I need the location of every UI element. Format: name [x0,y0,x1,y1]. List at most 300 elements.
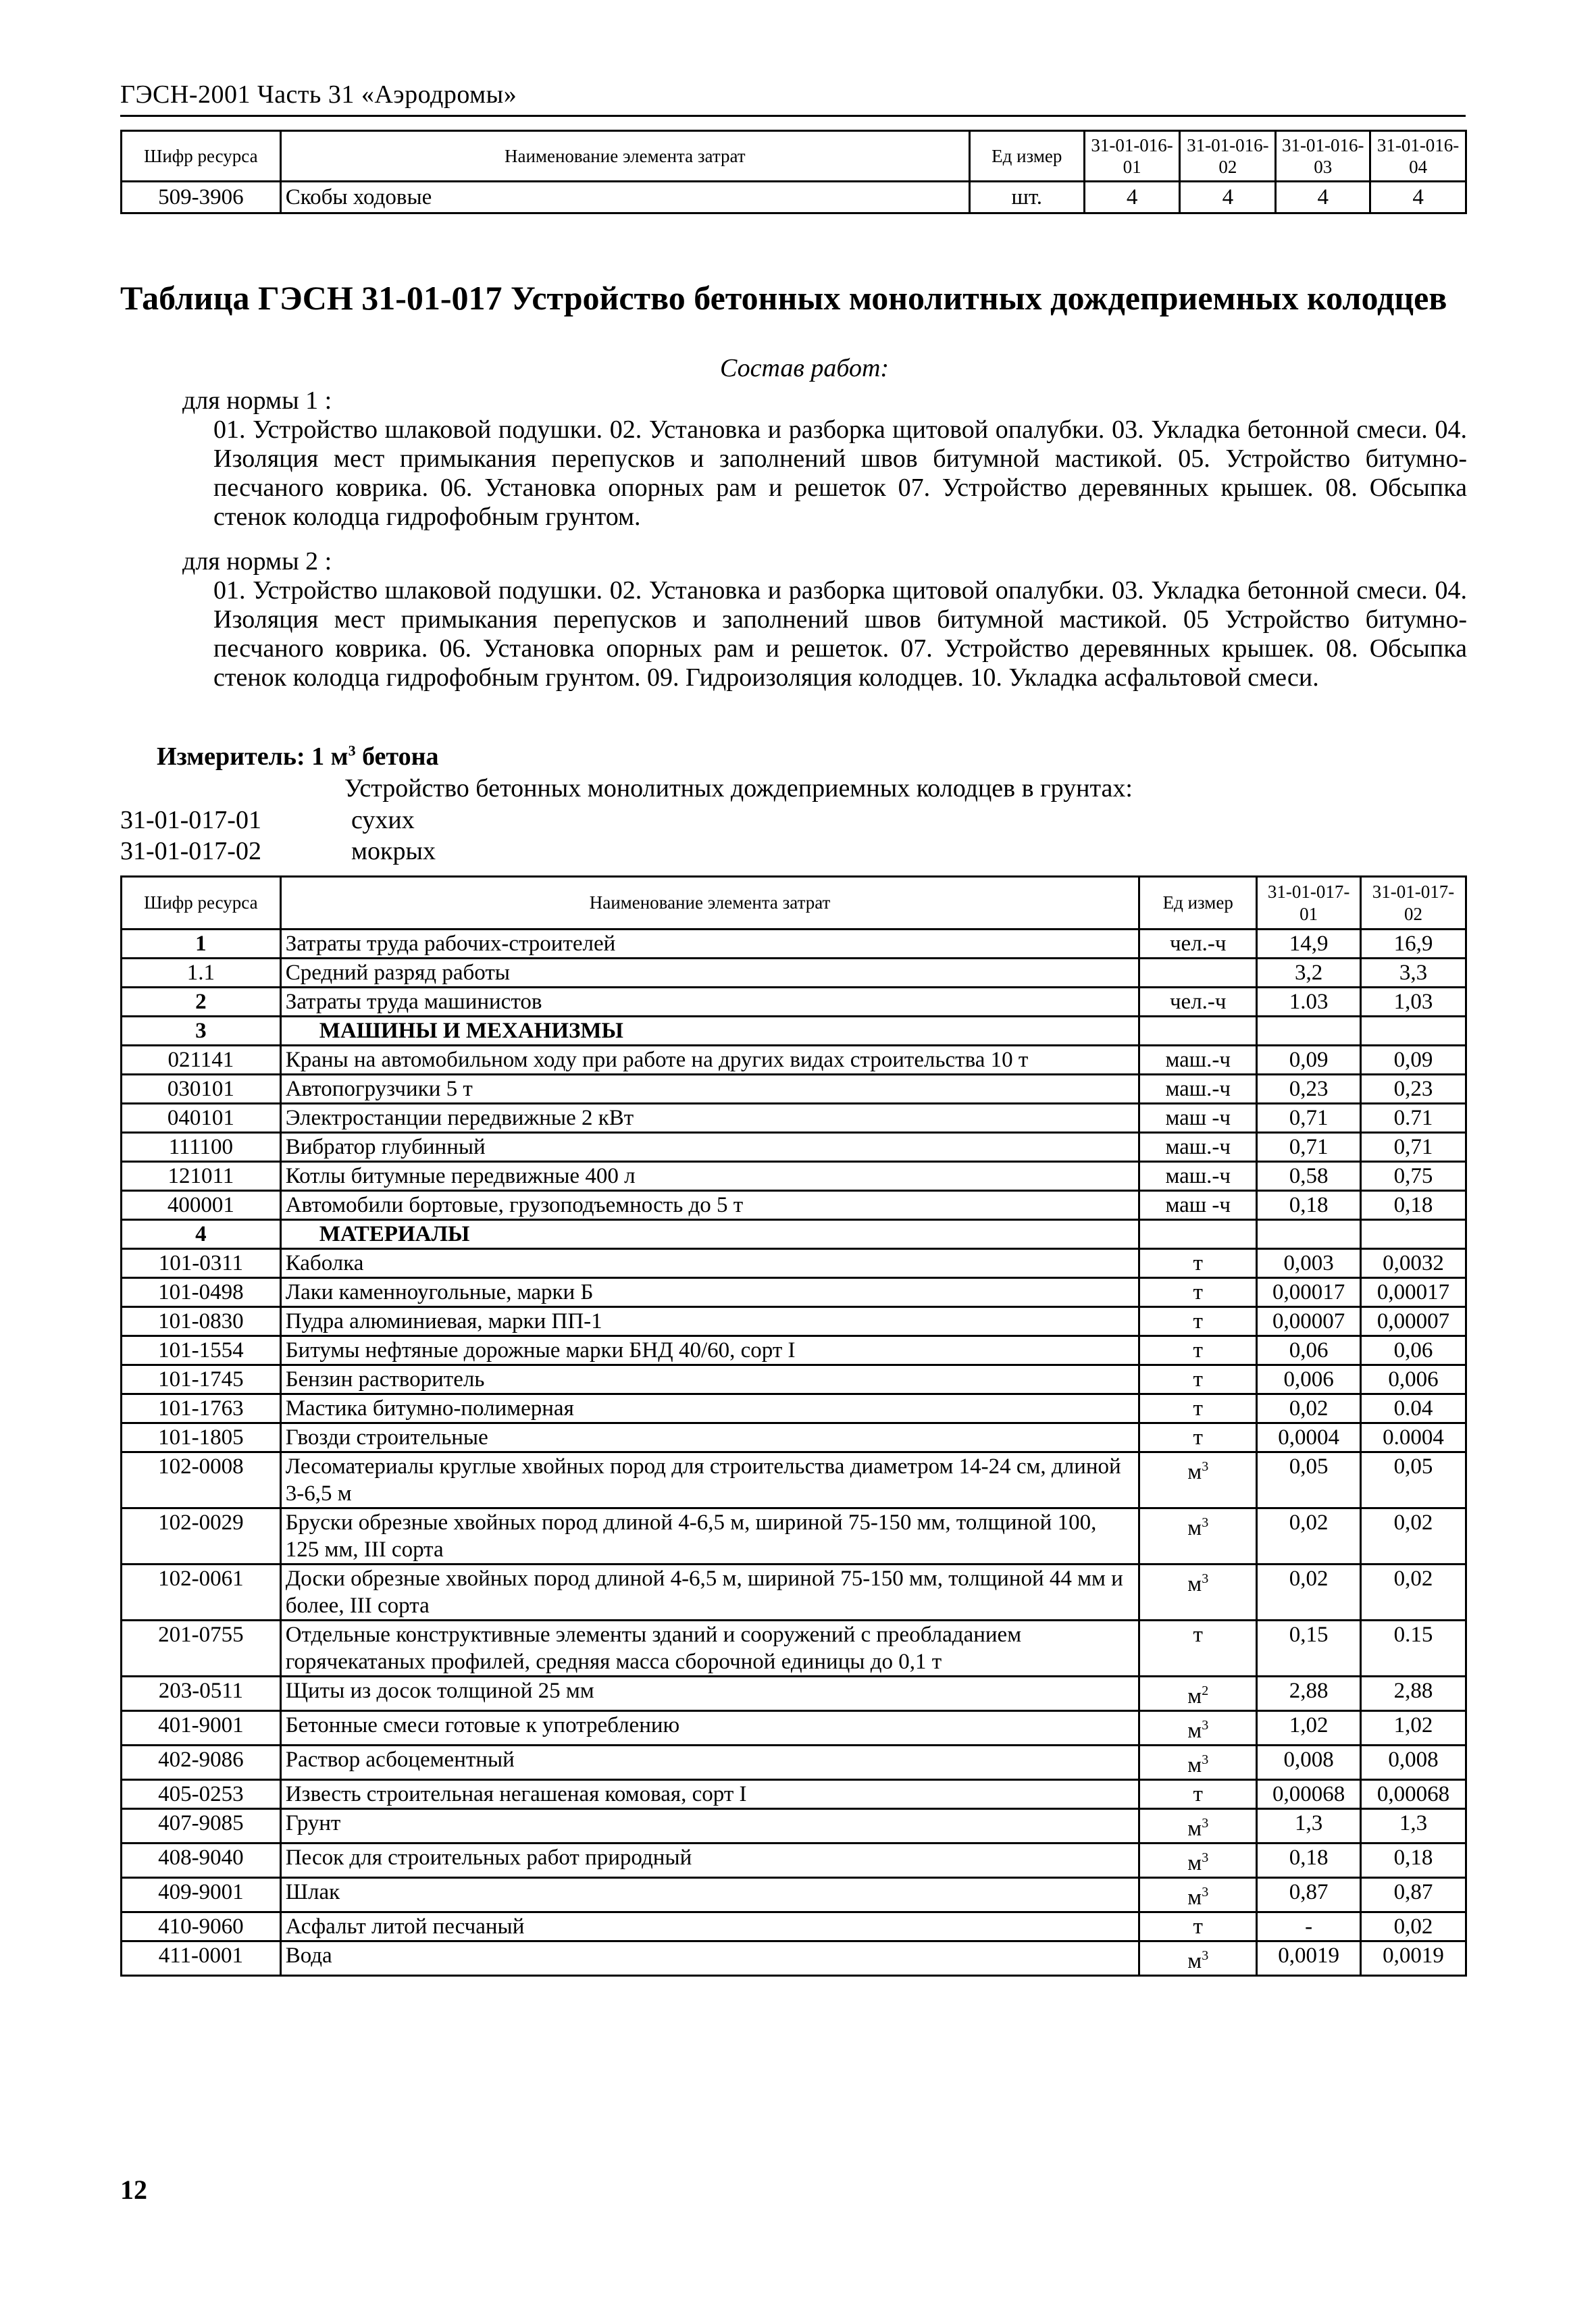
cell-code [122,1075,281,1104]
cell-unit-text: т [1193,1914,1203,1939]
cell-value [1257,1162,1361,1191]
cell-unit [1139,1017,1257,1046]
header-rule [120,115,1466,117]
cell-unit-text: м [1187,1719,1202,1743]
norm1-label: для нормы 1 : [182,386,332,415]
page-header: ГЭСН-2001 Часть 31 «Аэродромы» [120,80,517,109]
cell-name-text: Гвозди строительные [285,1425,488,1450]
cell-name-text: Вибратор глубинный [285,1135,486,1159]
cell-unit [1139,1844,1257,1878]
cell-name-text: Краны на автомобильном ходу при работе на других видах строительства 10 т [285,1048,1029,1072]
cell-value-text: 0,00007 [1272,1309,1345,1333]
cell-value [1361,1307,1466,1336]
norm2-text [120,576,1467,692]
cell-code [122,1394,281,1423]
cell-value-text: 0,0019 [1383,1943,1444,1968]
cell-name [280,930,1139,959]
cell-code-text: 400001 [167,1193,234,1217]
cell-value [1361,959,1466,988]
table-row [122,1075,1466,1104]
cell-name-text: Бензин растворитель [285,1367,485,1392]
table-row [122,1912,1466,1941]
cell-value-text: 0,71 [1289,1135,1329,1159]
table-row [122,1809,1466,1844]
cell-value-text: 0,75 [1393,1164,1433,1188]
cell-value-text: 0,18 [1289,1846,1329,1870]
cell-code [122,1941,281,1976]
cell-value [1257,1307,1361,1336]
cell-unit [1139,1104,1257,1133]
cell-value [1361,1104,1466,1133]
cell-value-text: 0,02 [1289,1396,1329,1421]
cell-unit [1139,1278,1257,1307]
izmeritel-suffix: бетона [355,742,439,771]
cell-name-text: Вода [285,1943,332,1968]
cell-unit [1139,1621,1257,1677]
cell-value [1361,1278,1466,1307]
table-row [122,1307,1466,1336]
cell-unit-text: т [1193,1623,1203,1647]
cell-unit [1139,1711,1257,1746]
cell-code-text: 401-9001 [158,1713,244,1737]
cell-unit-text: маш -ч [1165,1193,1231,1217]
cell-value-text: 3,3 [1399,961,1428,985]
cell-value-text: 0,006 [1388,1367,1439,1392]
table-row [122,1046,1466,1075]
cell-code-text: 402-9086 [158,1748,244,1772]
cell-value [1257,930,1361,959]
cell-value [1257,1844,1361,1878]
table-016 [120,130,1467,214]
cell-value-text: 0.71 [1393,1106,1433,1130]
cell-code [122,1878,281,1912]
cell-unit-text: т [1193,1396,1203,1421]
cell-name [280,1809,1139,1844]
cell-value-text: 0,06 [1289,1338,1329,1363]
header-cell: 31-01-016-02 [1180,131,1276,182]
unit-exponent: 3 [1202,1515,1209,1530]
cell-code-text: 101-1763 [158,1396,244,1421]
table-row [122,930,1466,959]
cell-name-text: Каболка [285,1251,364,1275]
cell-code [122,1336,281,1365]
cell-value-text: 0,008 [1388,1748,1439,1772]
cell-value [1361,1565,1466,1621]
unit-exponent: 3 [1202,1885,1209,1900]
cell-name [280,1017,1139,1046]
cell-code [122,1780,281,1809]
cell-value-text: 0,00007 [1376,1309,1450,1333]
cell-value-text: 1,3 [1399,1811,1428,1835]
cell-value [1257,1336,1361,1365]
code-line [120,836,436,866]
cell-value [1361,1677,1466,1711]
table-row [122,1191,1466,1220]
cell-unit-text: м [1187,1516,1202,1540]
cell-value [1257,1191,1361,1220]
cell-unit [1139,1508,1257,1565]
cell-value [1257,1278,1361,1307]
cell-value-text: 1,02 [1393,1713,1433,1737]
table-row [122,1844,1466,1878]
cell-value [1257,1565,1361,1621]
cell-unit-text: т [1193,1280,1203,1304]
cell-value [1257,988,1361,1017]
cell-name [280,1394,1139,1423]
cell-value [1361,1746,1466,1780]
cell-name-text: Отдельные конструктивные элементы зданий и сооружений с преобладанием горячекатаных профилей, средняя масса сборочной единицы до 0,1 т [285,1623,1022,1674]
cell-value [1257,1104,1361,1133]
cell-name [280,1104,1139,1133]
cell-name [280,1941,1139,1976]
cell-value-text: 0,02 [1393,1914,1433,1939]
cell-code-text: 021141 [168,1048,234,1072]
cell-code [122,1017,281,1046]
cell-name-text: Доски обрезные хвойных пород длиной 4-6,5 м, шириной 75-150 мм, толщиной 44 мм и более, III сорта [285,1567,1123,1618]
cell-name [280,1220,1139,1249]
cell-unit-text: чел.-ч [1169,990,1227,1014]
cell-code-text: 102-0029 [158,1510,244,1535]
cell-name [280,1508,1139,1565]
cell-value-text: 2,88 [1393,1679,1433,1703]
cell-value-text: 0,71 [1393,1135,1433,1159]
cell-value [1361,1220,1466,1249]
norm1-text [120,415,1467,532]
cell-code [122,1508,281,1565]
cell-name-text: Бруски обрезные хвойных пород длиной 4-6,5 м, шириной 75-150 мм, толщиной 100, 125 мм, III сорта [285,1510,1097,1562]
cell-value [1361,1711,1466,1746]
cell-value-text: 0,09 [1393,1048,1433,1072]
table-row [122,1780,1466,1809]
ustroistvo-line: Устройство бетонных монолитных дождеприемных колодцев в грунтах: [344,774,1133,803]
cell-code-text: 409-9001 [158,1880,244,1904]
cell-code-text: 1 [195,932,207,956]
cell-value-text: 0,87 [1393,1880,1433,1904]
cell-value [1257,1075,1361,1104]
cell-unit [1139,988,1257,1017]
cell-name [280,1746,1139,1780]
cell-code-text: 101-1745 [158,1367,244,1392]
cell-unit-text: маш.-ч [1165,1048,1231,1072]
cell-value-text: 0,00068 [1272,1782,1345,1806]
cell-value-text: 0,18 [1393,1193,1433,1217]
cell-name-text: Пудра алюминиевая, марки ПП-1 [285,1309,602,1333]
cell-unit: шт. [969,182,1084,213]
cell-name-text: Автопогрузчики 5 т [285,1077,473,1101]
cell-unit-text: т [1193,1251,1203,1275]
cell-code-text: 101-1805 [158,1425,244,1450]
cell-unit-text: т [1193,1309,1203,1333]
unit-exponent: 3 [1202,1948,1209,1963]
cell-value-text: 0,02 [1393,1510,1433,1535]
cell-name [280,1365,1139,1394]
cell-code [122,988,281,1017]
cell-unit [1139,1365,1257,1394]
table-row [122,1104,1466,1133]
table-row [122,1249,1466,1278]
table-row [122,959,1466,988]
cell-unit [1139,1394,1257,1423]
cell-code-text: 102-0061 [158,1567,244,1591]
cell-code [122,1912,281,1941]
cell-name-text: Лесоматериалы круглые хвойных пород для строительства диаметром 14-24 см, длиной 3-6,5 м [285,1454,1121,1506]
cell-name-text: Раствор асбоцементный [285,1748,515,1772]
cell-value [1257,1677,1361,1711]
cell-value-text: - [1305,1914,1313,1939]
cell-code [122,1307,281,1336]
cell-unit [1139,1746,1257,1780]
cell-unit-text: м [1187,1885,1202,1910]
cell-value [1361,1809,1466,1844]
cell-value-text: 0.15 [1393,1623,1433,1647]
cell-value-text: 0,05 [1393,1454,1433,1479]
cell-name-text: Мастика битумно-полимерная [285,1396,574,1421]
cell-value [1257,1780,1361,1809]
cell-code [122,1809,281,1844]
cell-value [1257,1249,1361,1278]
cell-code-text: 030101 [167,1077,234,1101]
cell-name [280,1307,1139,1336]
norm1-block [120,386,1467,532]
cell-value-text: 0,02 [1393,1567,1433,1591]
cell-name: Скобы ходовые [280,182,969,213]
table-row [122,1711,1466,1746]
cell-name [280,1133,1139,1162]
cell-code-text: 408-9040 [158,1846,244,1870]
cell-code-text: 3 [195,1019,207,1043]
cell-value-text: 0,18 [1393,1846,1433,1870]
table-row [122,988,1466,1017]
cell-value [1361,1394,1466,1423]
cell-code [122,1423,281,1452]
cell-value-text: 0,00017 [1272,1280,1345,1304]
cell-value [1257,1941,1361,1976]
table-row [122,182,1466,213]
table-header-row [122,131,1466,182]
cell-value [1361,1046,1466,1075]
izmeritel-sup: 3 [348,742,356,759]
cell-code [122,1565,281,1621]
cell-value: 4 [1180,182,1276,213]
cell-unit-text: м [1187,1949,1202,1973]
header-cell: 31-01-017-01 [1257,877,1361,930]
cell-name [280,1844,1139,1878]
header-cell: 31-01-016-04 [1370,131,1466,182]
cell-name [280,1249,1139,1278]
cell-value [1361,1336,1466,1365]
cell-unit-text: маш.-ч [1165,1077,1231,1101]
cell-code-text: 2 [195,990,207,1014]
table-row [122,1133,1466,1162]
cell-name [280,1565,1139,1621]
table-row [122,1278,1466,1307]
cell-value-text: 0.04 [1393,1396,1433,1421]
cell-value: 4 [1276,182,1370,213]
izmeritel-label: Измеритель: [157,742,305,771]
cell-code-text: 101-0498 [158,1280,244,1304]
cell-name-text: Бетонные смеси готовые к употреблению [285,1713,680,1737]
cell-value-text: 1.03 [1289,990,1329,1014]
norm1-text-span: 01. Устройство шлаковой подушки. 02. Установка и разборка щитовой опалубки. 03. Укладка бетонной смеси. 04. Изоляция мест примыкания перепусков и заполнений швов битумной мастикой. 05. Устройство битумно-песчаного коврика. 06. Установка опорных рам и решеток 07. Устройство деревянных крышек. 08. Обсыпка стенок колодца гидрофобным грунтом. [213,415,1467,531]
cell-code-text: 101-0830 [158,1309,244,1333]
table-row [122,1621,1466,1677]
cell-value-text: 0,23 [1393,1077,1433,1101]
cell-unit [1139,1423,1257,1452]
cell-value-text: 0,09 [1289,1048,1329,1072]
cell-unit [1139,1677,1257,1711]
cell-name-text: Щиты из досок толщиной 25 мм [285,1679,594,1703]
cell-name-text: МАТЕРИАЛЫ [319,1222,470,1246]
cell-name [280,1278,1139,1307]
cell-value [1361,1075,1466,1104]
cell-value [1361,1191,1466,1220]
norm2-text-span: 01. Устройство шлаковой подушки. 02. Установка и разборка щитовой опалубки. 03. Укладка бетонной смеси. 04. Изоляция мест примыкания перепусков и заполнений швов битумной мастикой. 05 Устройство битумно-песчаного коврика. 06. Установка опорных рам и решеток. 07. Устройство деревянных крышек. 08. Обсыпка стенок колодца гидрофобным грунтом. 09. Гидроизоляция колодцев. 10. Укладка асфальтовой смеси. [213,576,1467,692]
table-row [122,1452,1466,1508]
cell-code [122,1746,281,1780]
cell-value [1361,1133,1466,1162]
cell-code-text: 407-9085 [158,1811,244,1835]
cell-code [122,1677,281,1711]
cell-unit [1139,959,1257,988]
cell-value-text: 2,88 [1289,1679,1329,1703]
cell-unit [1139,1780,1257,1809]
header-cell: 31-01-017-02 [1361,877,1466,930]
cell-unit [1139,1249,1257,1278]
table-row [122,1365,1466,1394]
cell-name-text: Затраты труда рабочих-строителей [285,932,616,956]
cell-value-text: 0,06 [1393,1338,1433,1363]
cell-value-text: 0,58 [1289,1164,1329,1188]
cell-value [1257,1878,1361,1912]
cell-unit [1139,1075,1257,1104]
cell-unit-text: м [1187,1460,1202,1484]
code-line [120,805,415,835]
cell-name-text: Электростанции передвижные 2 кВт [285,1106,634,1130]
cell-code [122,959,281,988]
cell-value-text: 0,23 [1289,1077,1329,1101]
unit-exponent: 2 [1202,1683,1209,1698]
cell-value [1257,1621,1361,1677]
cell-unit-text: маш.-ч [1165,1164,1231,1188]
cell-value [1361,1162,1466,1191]
cell-value [1361,1365,1466,1394]
cell-code [122,1191,281,1220]
cell-name-text: Затраты труда машинистов [285,990,542,1014]
cell-name-text: Песок для строительных работ природный [285,1846,692,1870]
cell-code-text: 101-0311 [158,1251,243,1275]
header-cell: Шифр ресурса [122,877,281,930]
cell-value-text: 0,00017 [1376,1280,1450,1304]
cell-name [280,1878,1139,1912]
norm-desc: сухих [351,806,415,834]
header-cell: 31-01-016-01 [1084,131,1180,182]
cell-code-text: 405-0253 [158,1782,244,1806]
cell-name-text: Автомобили бортовые, грузоподъемность до 5 т [285,1193,744,1217]
cell-value [1361,1621,1466,1677]
table-row [122,1336,1466,1365]
cell-value-text: 0,0019 [1278,1943,1339,1968]
cell-unit-text: м [1187,1753,1202,1777]
cell-name-text: Грунт [285,1811,341,1835]
sostav-heading: Состав работ: [720,354,890,382]
cell-value [1361,988,1466,1017]
section-row [122,1017,1466,1046]
cell-value-text: 0.0004 [1383,1425,1444,1450]
table-header-row [122,877,1466,930]
cell-value-text: 0,02 [1289,1567,1329,1591]
cell-value-text: 0,02 [1289,1510,1329,1535]
cell-value-text: 16,9 [1393,932,1433,956]
cell-value [1361,1249,1466,1278]
cell-code [122,1220,281,1249]
cell-unit-text: маш -ч [1165,1106,1231,1130]
header-cell: Ед измер [1139,877,1257,930]
table-row [122,1677,1466,1711]
cell-name [280,1191,1139,1220]
cell-value [1361,1912,1466,1941]
cell-code-text: 201-0755 [158,1623,244,1647]
cell-value-text: 0,0004 [1278,1425,1339,1450]
cell-unit-text: т [1193,1782,1203,1806]
cell-code-text: 410-9060 [158,1914,244,1939]
cell-code [122,1104,281,1133]
cell-value [1361,1780,1466,1809]
izmeritel [157,742,439,771]
cell-value-text: 0,0032 [1383,1251,1444,1275]
cell-name [280,1046,1139,1075]
cell-unit [1139,1162,1257,1191]
cell-unit [1139,1336,1257,1365]
cell-unit-text: чел.-ч [1169,932,1227,956]
cell-value-text: 0,00068 [1376,1782,1450,1806]
unit-exponent: 3 [1202,1718,1209,1733]
cell-value-text: 0,18 [1289,1193,1329,1217]
cell-value-text: 1,02 [1289,1713,1329,1737]
cell-unit-text: т [1193,1425,1203,1450]
cell-value [1257,1711,1361,1746]
cell-value [1361,1452,1466,1508]
cell-code [122,1711,281,1746]
header-cell: 31-01-016-03 [1276,131,1370,182]
cell-value [1257,1394,1361,1423]
cell-name [280,959,1139,988]
cell-code [122,1249,281,1278]
table-title: Таблица ГЭСН 31-01-017 Устройство бетонных монолитных дождеприемных колодцев [120,279,1447,317]
cell-name [280,1336,1139,1365]
table-row [122,1746,1466,1780]
cell-code-text: 121011 [168,1164,234,1188]
norm2-block [120,547,1467,692]
cell-unit [1139,1452,1257,1508]
cell-value-text: 1,03 [1393,990,1433,1014]
table-row [122,1423,1466,1452]
cell-name [280,1711,1139,1746]
cell-name [280,1912,1139,1941]
cell-code-text: 040101 [167,1106,234,1130]
cell-unit [1139,1133,1257,1162]
cell-name-text: Шлак [285,1880,340,1904]
cell-code-text: 102-0008 [158,1454,244,1479]
cell-unit-text: т [1193,1338,1203,1363]
unit-exponent: 3 [1202,1816,1209,1831]
cell-value-text: 0,008 [1283,1748,1334,1772]
cell-unit [1139,930,1257,959]
page-number: 12 [120,2175,147,2205]
norm2-label: для нормы 2 : [182,547,332,576]
cell-value-text: 0,71 [1289,1106,1329,1130]
unit-exponent: 3 [1202,1459,1209,1474]
cell-unit [1139,1307,1257,1336]
